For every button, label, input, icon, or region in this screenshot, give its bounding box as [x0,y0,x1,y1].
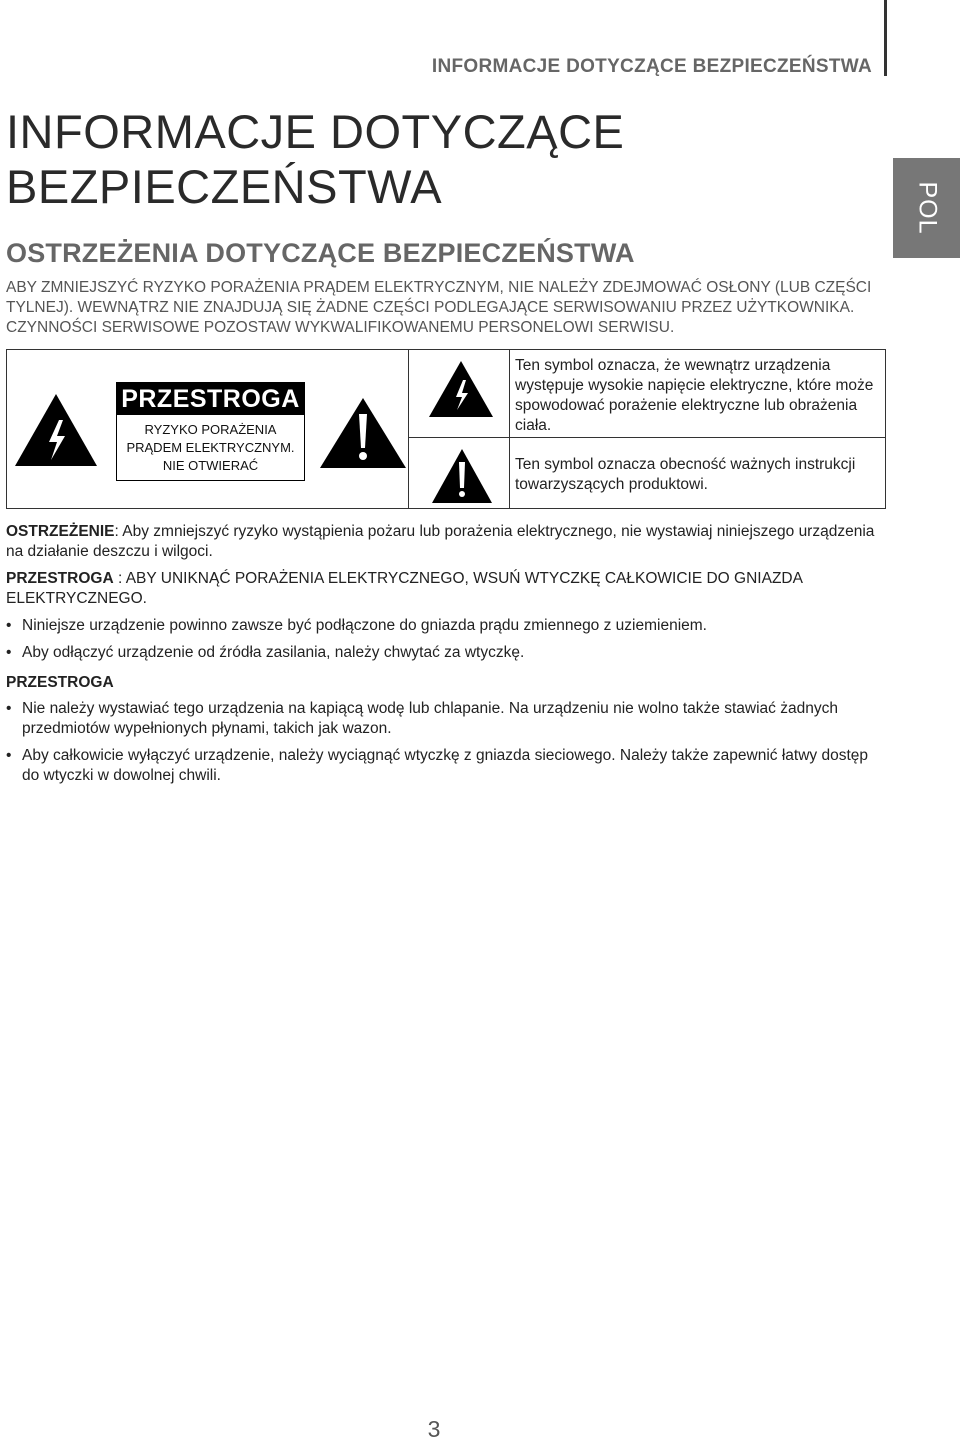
box-divider [408,437,885,438]
language-tab [893,158,960,258]
lightning-warning-icon [13,392,99,468]
page-title-line-1: INFORMACJE DOTYCZĄCE [6,105,625,158]
caution-label-line: NIE OTWIERAĆ [162,458,259,473]
warning-symbols-box [6,349,886,509]
lightning-symbol-description: Ten symbol oznacza, że wewnątrz urządzenia występuje wysokie napięcie elektryczne, które może spowodować porażenie elektryczne lub obrażenia ciała. [515,357,874,434]
lightning-warning-icon [428,360,494,418]
caution-label-line: RYZYKO PORAŻENIA [144,422,277,437]
section-heading: OSTRZEŻENIA DOTYCZĄCE BEZPIECZEŃSTWA [6,238,635,268]
page-title-line-2: BEZPIECZEŃSTWA [6,160,443,213]
exclamation-warning-icon [318,396,408,470]
page-number: 3 [427,1416,441,1442]
box-divider [509,350,510,508]
exclamation-warning-icon [431,448,493,504]
caution-label-text [117,415,304,480]
running-header: INFORMACJE DOTYCZĄCE BEZPIECZEŃSTWA [431,56,872,77]
warning-text: : Aby zmniejszyć ryzyko wystąpienia pożaru lub porażenia elektrycznego, nie wystawiaj niniejszego urządzenia na działanie deszczu i wilgoci. [6,523,875,560]
list-item: • Aby odłączyć urządzenie od źródła zasilania, należy chwytać za wtyczkę. [6,643,876,663]
list-item: • Nie należy wystawiać tego urządzenia na kapiącą wodę lub chlapanie. Na urządzeniu nie wolno także stawiać żadnych przedmiotów wypełnionych płynami, takich jak wazon. [6,699,876,739]
caution-paragraph [6,569,886,609]
language-tab-label: POL [913,181,941,235]
caution-label-line: PRĄDEM ELEKTRYCZNYM. [126,440,295,455]
caution-heading: PRZESTROGA [6,674,114,691]
intro-warning-text: ABY ZMNIEJSZYĆ RYZYKO PORAŻENIA PRĄDEM ELEKTRYCZNYM, NIE NALEŻY ZDEJMOWAĆ OSŁONY (LUB CZĘŚCI TYLNEJ). WEWNĄTRZ NIE ZNAJDUJĄ SIĘ ŻADNE CZĘŚCI PODLEGAJĄCE SERWISOWANIU PRZEZ UŻYTKOWNIKA. CZYNNOŚCI SERWISOWE POZOSTAW WYKWALIFIKOWANEMU PERSONELOWI SERWISU. [6,279,872,336]
caution-label [116,382,305,481]
box-divider [408,350,409,508]
list-item: • Niniejsze urządzenie powinno zawsze być podłączone do gniazda prądu zmiennego z uziemieniem. [6,616,876,636]
caution-inline-label: PRZESTROGA [6,570,114,587]
warning-paragraph [6,522,886,562]
caution-text: : ABY UNIKNĄĆ PORAŻENIA ELEKTRYCZNEGO, WSUŃ WTYCZKĘ CAŁKOWICIE DO GNIAZDA ELEKTRYCZNEGO. [6,570,803,607]
page-title [6,104,624,214]
exclamation-symbol-description: Ten symbol oznacza obecność ważnych instrukcji towarzyszących produktowi. [515,456,856,493]
warning-label: OSTRZEŻENIE [6,523,115,540]
header-divider [884,0,887,76]
list-item: • Aby całkowicie wyłączyć urządzenie, należy wyciągnąć wtyczkę z gniazda sieciowego. Należy także zapewnić łatwy dostęp do wtyczki w dowolnej chwili. [6,746,876,786]
caution-label-title: PRZESTROGA [117,383,304,415]
